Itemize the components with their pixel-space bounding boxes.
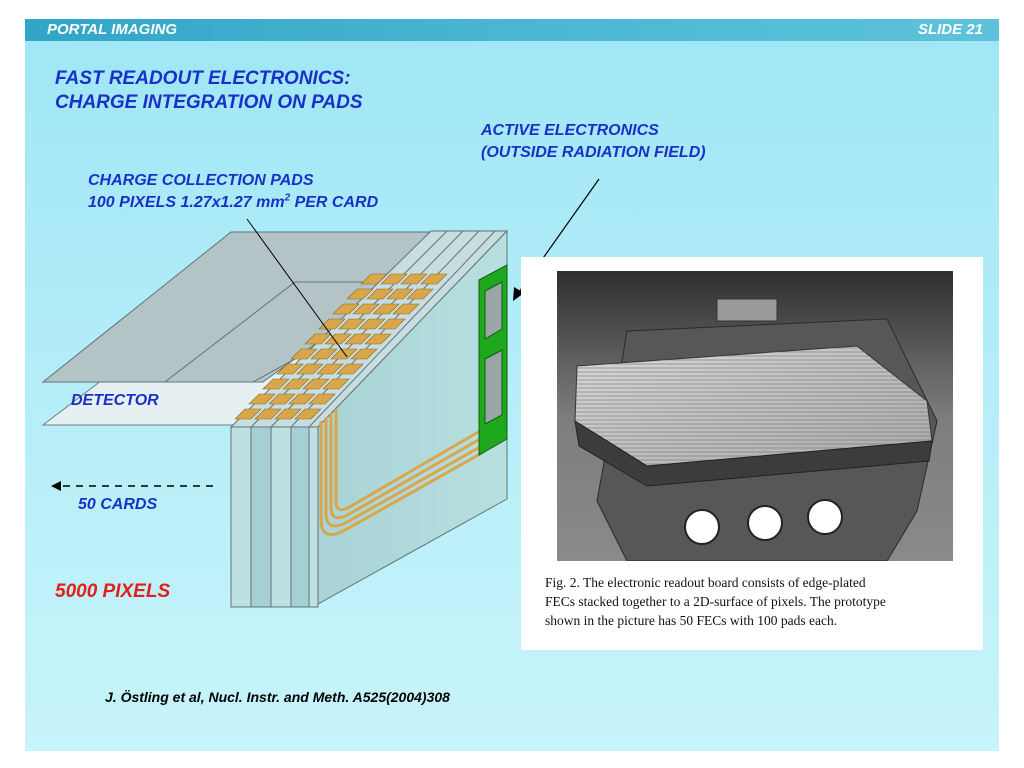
caption-line1: Fig. 2. The electronic readout board consists of edge-plated — [545, 575, 866, 590]
slide-title-line1: FAST READOUT ELECTRONICS: — [55, 68, 351, 89]
mount-hole-3 — [808, 500, 842, 534]
card-front-faces — [231, 427, 318, 607]
charge-pads-label — [88, 170, 378, 214]
pixels-label: 5000 PIXELS — [55, 581, 171, 602]
figure-panel — [521, 257, 983, 650]
caption-line2: FECs stacked together to a 2D-surface of pixels. The prototype — [545, 594, 886, 609]
mount-hole-2 — [748, 506, 782, 540]
active-label-line2: (OUTSIDE RADIATION FIELD) — [481, 144, 706, 161]
readout-chip-2 — [485, 350, 502, 424]
pads-label-line1: CHARGE COLLECTION PADS — [88, 172, 314, 189]
cards-label: 50 CARDS — [78, 496, 158, 513]
top-connector — [717, 299, 777, 321]
readout-chip-1 — [485, 282, 502, 339]
caption-line3: shown in the picture has 50 FECs with 100 pads each. — [545, 613, 838, 628]
figure-caption — [545, 573, 970, 630]
slide-number: SLIDE 21 — [917, 21, 983, 38]
mount-hole-1 — [685, 510, 719, 544]
slide-title-line2: CHARGE INTEGRATION ON PADS — [55, 92, 363, 113]
pads-label-size: 100 PIXELS 1.27x1.27 mm — [88, 194, 285, 211]
active-label-line1: ACTIVE ELECTRONICS — [481, 122, 659, 139]
header-left-title: PORTAL IMAGING — [47, 21, 178, 38]
cards-arrowhead — [51, 481, 61, 491]
active-electronics-label — [481, 120, 706, 164]
pads-label-line2 — [88, 192, 378, 214]
citation: J. Östling et al, Nucl. Instr. and Meth. A525(2004)308 — [105, 689, 450, 705]
prototype-photo — [557, 271, 953, 561]
pads-label-per-card: PER CARD — [290, 194, 379, 211]
detector-label: DETECTOR — [71, 392, 159, 409]
pads-label-superscript: 2 — [284, 192, 291, 204]
slide — [25, 19, 999, 751]
